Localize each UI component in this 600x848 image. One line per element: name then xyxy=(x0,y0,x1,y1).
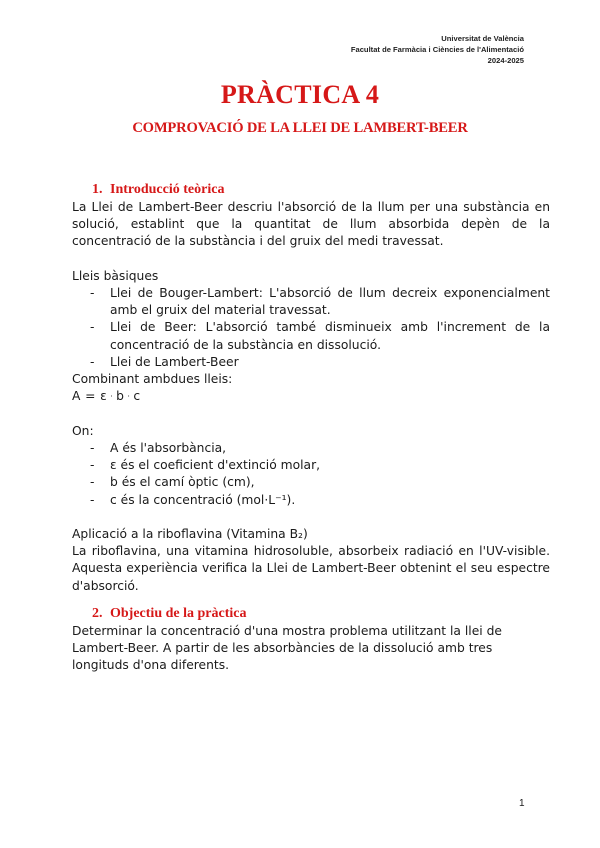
section-1-number: 1. xyxy=(92,182,103,197)
laws-list xyxy=(72,285,550,371)
list-item: - Llei de Beer: L'absorció també disminueix amb l'increment de la concentració de la substància en dissolució. xyxy=(90,320,550,352)
definitions-list xyxy=(72,440,550,509)
section-2-number: 2. xyxy=(92,605,103,621)
list-item: - Llei de Bouger-Lambert: L'absorció de llum decreix exponencialment amb el gruix del material travessat. xyxy=(90,286,550,318)
page-header xyxy=(351,33,524,66)
document-body xyxy=(72,181,550,674)
dash-bullet: - xyxy=(90,475,95,490)
dash-bullet: - xyxy=(90,458,95,473)
list-item: - b és el camí òptic (cm), xyxy=(72,474,550,491)
application-paragraph: La riboflavina, una vitamina hidrosoluble, absorbeix radiació en l'UV-visible. Aquesta experiència verifica la Llei de Lambert-Beer obtenint el seu espectre d'absorció. xyxy=(72,544,550,593)
list-item: - Llei de Lambert-Beer xyxy=(72,354,550,371)
header-university: Universitat de València xyxy=(441,34,524,43)
section-2-heading xyxy=(92,605,550,623)
combining-text: Combinant ambdues lleis: xyxy=(72,372,233,387)
dash-bullet: - xyxy=(90,286,95,300)
laws-title: Lleis bàsiques xyxy=(72,268,159,283)
document-subtitle: COMPROVACIÓ DE LA LLEI DE LAMBERT-BEER xyxy=(132,120,468,136)
section-2-title: Objectiu de la pràctica xyxy=(110,605,247,621)
application-title: Aplicació a la riboflavina (Vitamina B₂) xyxy=(72,526,308,541)
section-1-title: Introducció teòrica xyxy=(110,182,225,197)
where-label: On: xyxy=(72,423,94,438)
objective-line-2: Lambert-Beer. A partir de les absorbàncies de la dissolució amb tres longituds d'ona diferents. xyxy=(72,640,493,673)
header-year: 2024-2025 xyxy=(487,56,524,65)
section-1-heading xyxy=(92,181,550,199)
dash-bullet: - xyxy=(90,320,95,335)
header-faculty: Facultat de Farmàcia i Ciències de l'Alimentació xyxy=(350,45,524,54)
list-item: - ε és el coeficient d'extinció molar, xyxy=(72,457,550,474)
objective-line-1: Determinar la concentració d'una mostra problema utilitzant la llei de xyxy=(72,623,502,638)
lambert-beer-formula: A = ε · b · c xyxy=(72,389,141,404)
page-number: 1 xyxy=(519,798,525,809)
list-item: - c és la concentració (mol·L⁻¹). xyxy=(72,492,550,509)
dash-bullet: - xyxy=(90,440,95,455)
document-title: PRÀCTICA 4 xyxy=(220,80,380,109)
intro-paragraph: La Llei de Lambert-Beer descriu l'absorció de la llum per una substància en solució, establint que la quantitat de llum absorbida depèn de la concentració de la substància i del gruix del medi travessat. xyxy=(72,200,550,249)
dash-bullet: - xyxy=(90,354,95,369)
list-item: - A és l'absorbància, xyxy=(72,440,550,457)
dash-bullet: - xyxy=(90,492,95,507)
